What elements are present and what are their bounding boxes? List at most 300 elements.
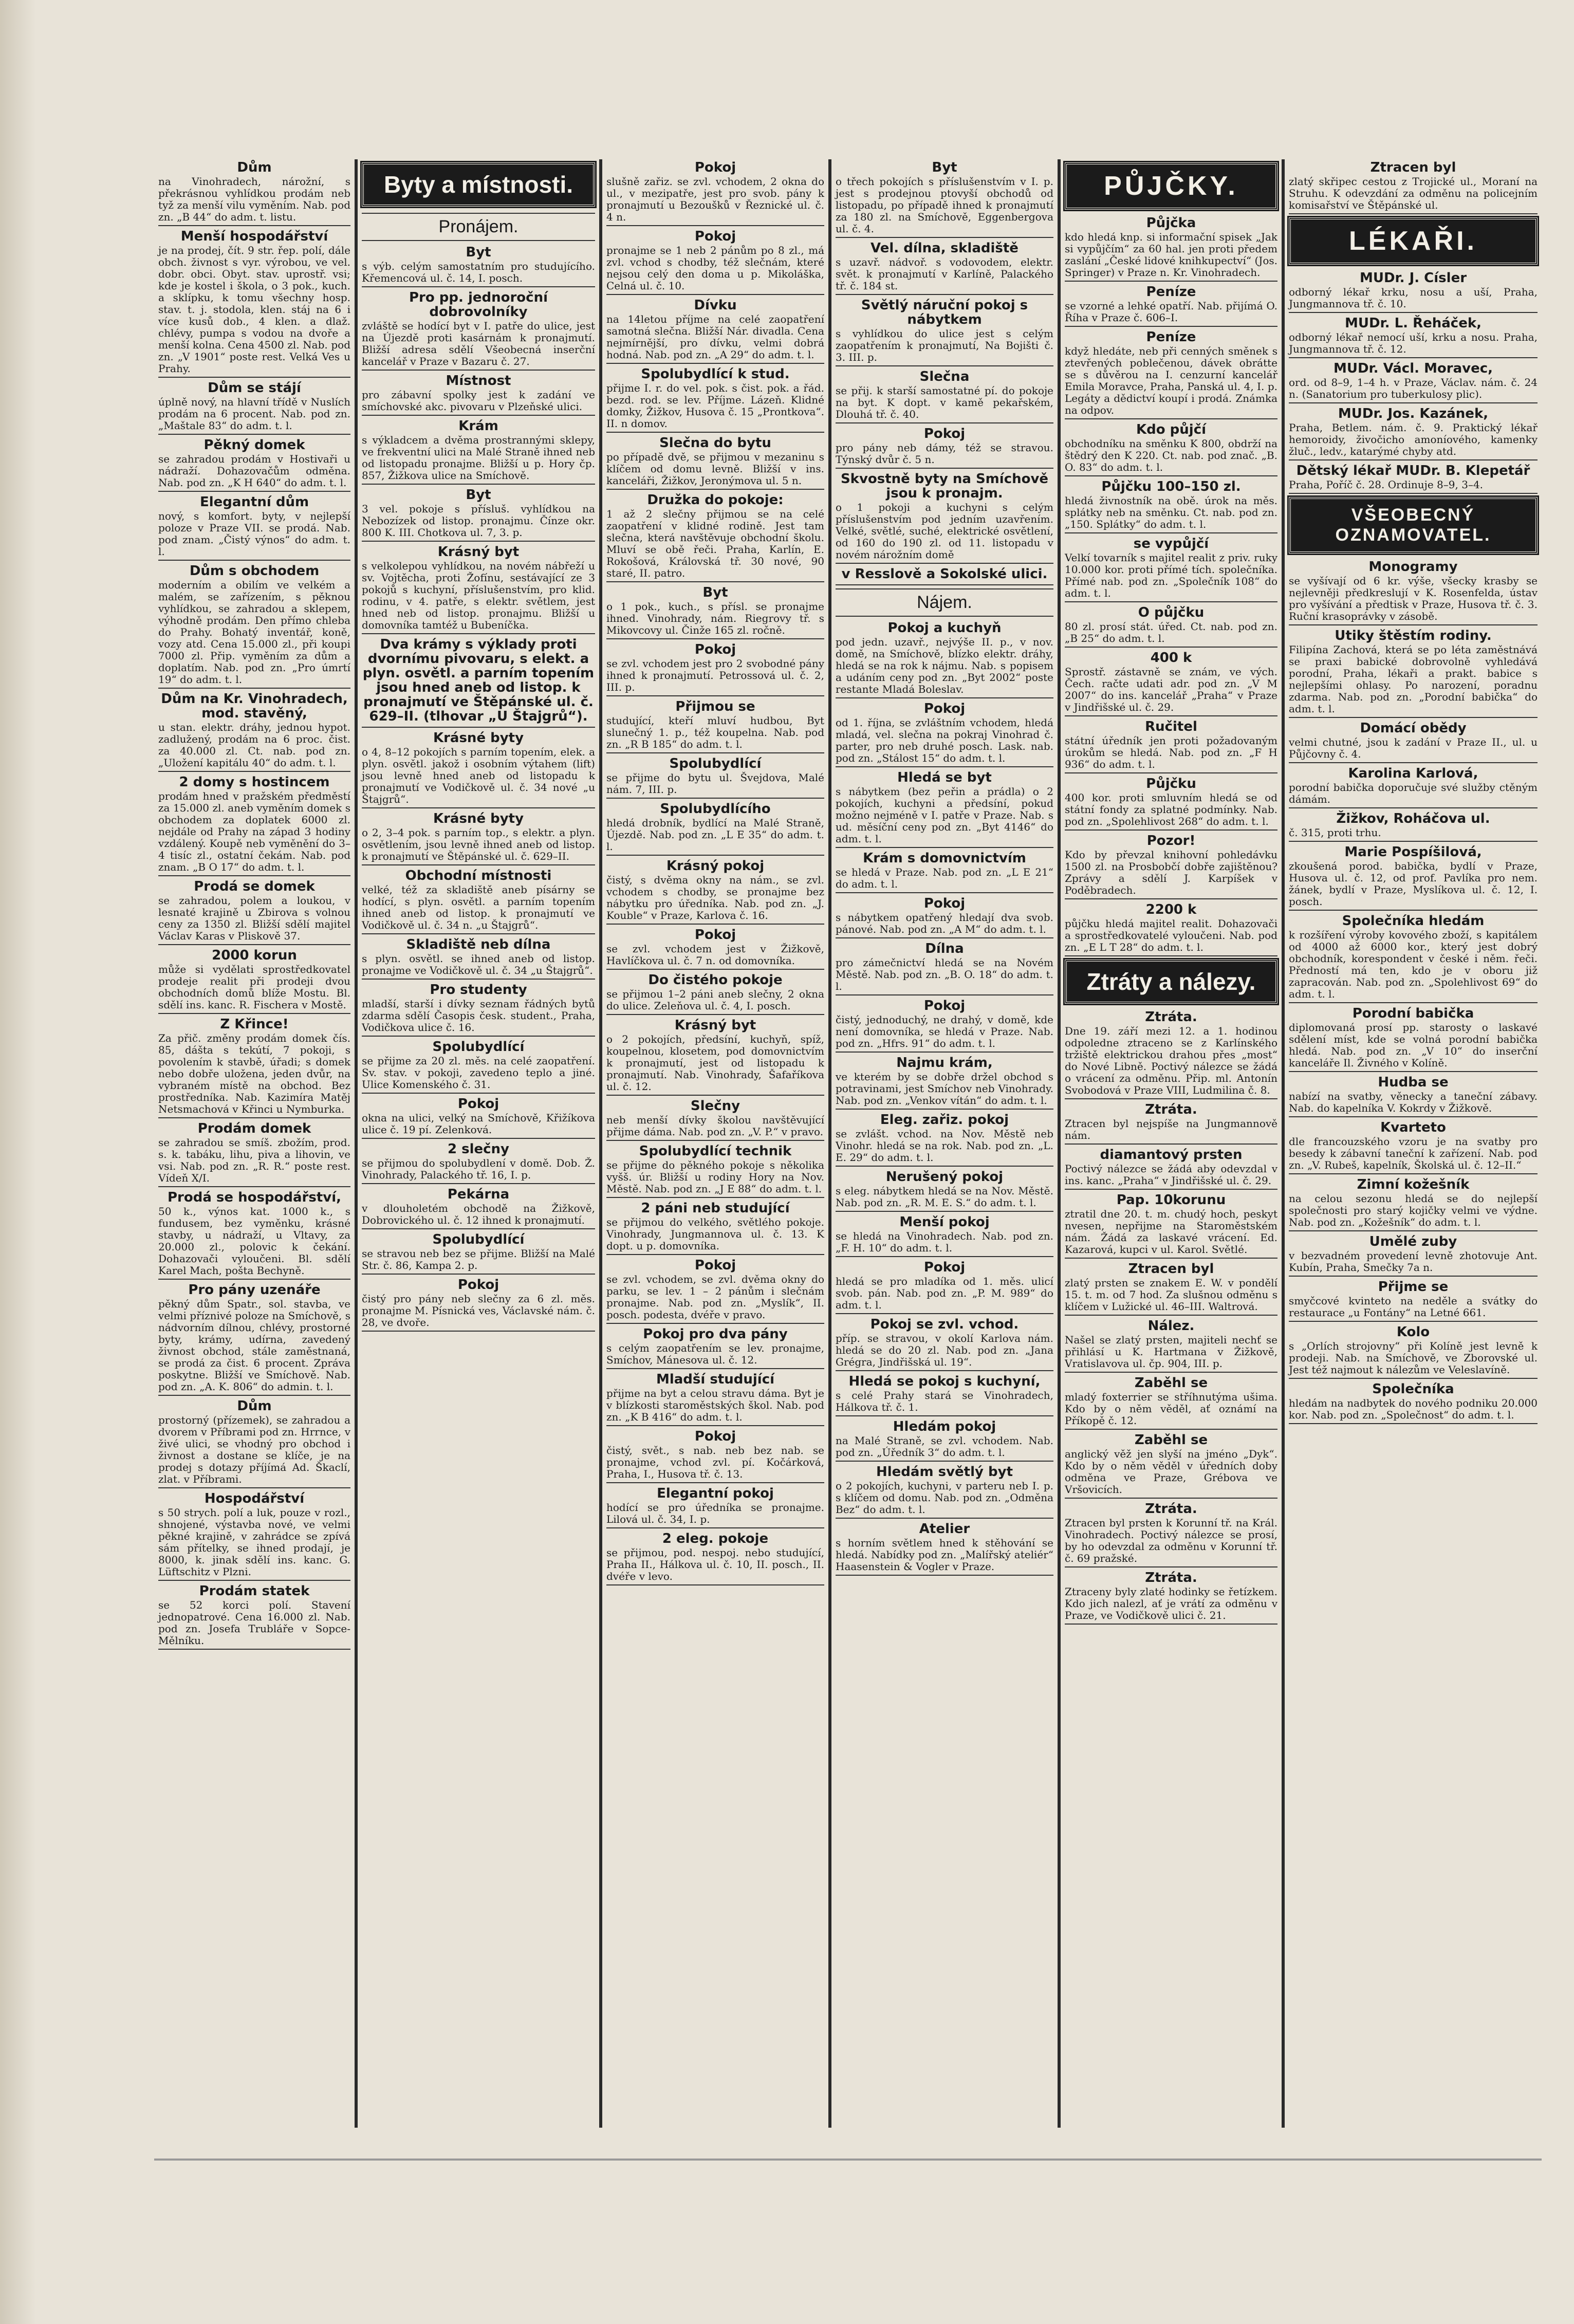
ad-headline: Hledá se byt — [897, 770, 992, 785]
ad-headline: Pokoj pro dva pány — [643, 1326, 788, 1342]
classified-ad — [1065, 1502, 1277, 1567]
ad-headline: Dům — [237, 1398, 272, 1414]
classified-columns — [154, 159, 1542, 2128]
ad-body: zvláště se hodící byt v I. patře do ulice, jest na Újezdě proti kasárnám k pronajmutí. Bližší adresa sdělí Všeobecná inserční kancelář v Praze v Bazaru č. 27. — [362, 320, 595, 367]
classified-ad — [606, 928, 824, 970]
ad-body: se zvlášt. vchod. na Nov. Městě neb Vinohr. hledá se na rok. Nab. pod zn. „L. E. 29“ do adm. t. l. — [836, 1128, 1053, 1164]
ad-headline: Dům — [237, 160, 272, 175]
ad-headline: Pokoj — [923, 896, 966, 911]
ad-body: s eleg. nábytkem hledá se na Nov. Městě. Nab. pod zn. „R. M. E. S.“ do adm. t. l. — [836, 1185, 1053, 1209]
ad-headline: Pokoj — [923, 1260, 966, 1275]
classified-ad — [606, 1144, 824, 1198]
classified-ad — [362, 419, 595, 485]
classified-ad — [836, 1419, 1053, 1462]
ad-headline: Dívku — [694, 298, 737, 313]
ad-body: ord. od 8–9, 1–4 h. v Praze, Václav. nám. č. 24 n. (Sanatorium pro tuberkulosy plic). — [1289, 376, 1538, 400]
ad-body: porodní babička doporučuje své služby ctěným dámám. — [1289, 781, 1538, 805]
ad-body: s nábytkem opatřený hledají dva svob. pánové. Nab. pod zn. „A M“ do adm. t. l. — [836, 911, 1053, 935]
ad-headline: Přijme se — [1378, 1279, 1449, 1295]
classified-ad — [836, 1522, 1053, 1576]
ad-body: 400 kor. proti smluvním hledá se od státní fondy za splatné podmínky. Nab. pod zn. „Spolehlivost 268“ do adm. t. l. — [1065, 791, 1277, 827]
ad-body: prostorný (přízemek), se zahradou a dvorem v Příbrami pod zn. Hrrnce, v živé ulici, se vhodný pro obchod i živnost a dostane se klíče, je na prodej s dotazy příjímá Ad. Škaclí, zlat. v Příbrami. — [158, 1414, 350, 1485]
ad-body: s výkladcem a dvěma prostrannými sklepy, ve frekventní ulici na Malé Straně ihned neb od listopadu pronajme. Bližší u p. Hory čp. 857, Žižkova ulice na Smíchově. — [362, 434, 595, 482]
ad-body: Ztraceny byly zlaté hodinky se řetízkem. Kdo jich nalezl, ať je vrátí za odměnu v Praze, ve Vodičkově ulici č. 21. — [1065, 1585, 1277, 1621]
ad-body: se přij. k starší samostatné pí. do pokoje na byt. K dopt. v kamě pekařském, Dlouhá tř. č. 40. — [836, 384, 1053, 420]
ad-headline: Byt — [702, 585, 728, 600]
column-6 — [1285, 159, 1542, 2128]
classified-ad — [836, 298, 1053, 366]
ad-body: se hledá na Vinohradech. Nab. pod zn. „F. H. 10“ do adm. t. l. — [836, 1230, 1053, 1254]
classified-ad — [606, 160, 824, 226]
ad-headline: Hledám pokoj — [893, 1419, 996, 1434]
classified-ad — [362, 1187, 595, 1229]
ad-headline: MUDr. Václ. Moravec, — [1333, 361, 1493, 376]
ad-headline: Spolubydlící — [432, 1039, 525, 1055]
classified-ad — [362, 937, 595, 980]
ad-headline: Porodní babička — [1352, 1006, 1474, 1021]
ad-body: Našel se zlatý prsten, majiteli nechť se přihlásí u K. Hartmana v Žižkově, Vratislavova ul. čp. 904, III. p. — [1065, 1334, 1277, 1370]
ad-body: se přijmou do spolubydlení v domě. Dob. Ž. Vinohrady, Palackého tř. 16, I. p. — [362, 1157, 595, 1181]
ad-headline: Ztráta. — [1145, 1102, 1197, 1117]
ad-headline: Pap. 10korunu — [1116, 1192, 1226, 1208]
ad-headline: Zimní kožešník — [1357, 1177, 1470, 1192]
column-5 — [1061, 159, 1282, 2128]
ad-body: zlatý skřipec cestou z Trojické ul., Moraní na Struhu. K odevzdání za odměnu na policejním komisařství ve Štěpánské ul. — [1289, 175, 1538, 211]
ad-body: Praha, Poříč č. 28. Ordinuje 8–9, 3–4. — [1289, 478, 1484, 491]
ad-body: o 2 pokojích, kuchyni, v parteru neb I. p. s klíčem od domu. Nab. pod zn. „Odměna Bez“ do adm. t. l. — [836, 1480, 1053, 1516]
ad-headline: Domácí obědy — [1360, 721, 1467, 736]
classified-ad — [606, 436, 824, 490]
ad-body: o 2, 3–4 pok. s parním top., s elektr. a plyn. osvětlením, jsou levně ihned aneb od listop. k pronajmutí ve Štěpánské ul. č. 629–II. — [362, 826, 595, 862]
classified-ad — [606, 1372, 824, 1426]
ad-body: když hledáte, neb při cenných směnek s ztevřených poblečenou, dávek obrátte se s důvěrou na I. cenzurní kancelář Emila Moravce, Praha, Panská ul. 4, I. p. Legáty a dědictví koupí i prodá. Známka na odpov. — [1065, 345, 1277, 416]
ad-headline: Krám — [458, 418, 498, 434]
ad-headline: Pěkný domek — [203, 437, 305, 453]
classified-ad — [836, 702, 1053, 767]
classified-ad — [1065, 537, 1277, 602]
ad-headline: Pokoj — [457, 1277, 499, 1293]
page-bottom-rule — [154, 2159, 1542, 2161]
ad-body: čistý, s dvěma okny na nám., se zvl. vchodem s chodby, se pronajme bez nábytku pro úředníka. Nab. pod zn. „J. Kouble“ v Praze, Karlova č. 16. — [606, 874, 824, 921]
ad-body: Dne 19. září mezi 12. a 1. hodinou odpoledne ztraceno se z Karlínského tržiště elektrickou drahou přes „most“ do Nové Libně. Poctivý nálezce se žádá o vrácení za odměnu. Přip. ml. Antonín Svobodová v Praze VIII, Ludmilina č. 8. — [1065, 1025, 1277, 1096]
ad-body: se zahradou prodám v Hostivaři u nádraží. Dohazovačům odměna. Nab. pod zn. „K H 640“ do adm. t. l. — [158, 453, 350, 489]
ad-body: kdo hledá knp. si informační spisek „Jak si vypůjčím“ za 60 hal. jen proti předem zaslání „České lidové knihkupectví“ (Jos. Springer) v Praze n. Kr. Vinohradech. — [1065, 231, 1277, 279]
classified-ad — [1065, 479, 1277, 533]
ad-body: Poctivý nálezce se žádá aby odevzdal v ins. kanc. „Praha“ v Jindřišské ul. č. 29. — [1065, 1163, 1277, 1187]
ad-body: pro zábavní spolky jest k zadání ve smíchovské akc. pivovaru v Plzeňské ulici. — [362, 389, 595, 413]
ad-body: pro pány neb dámy, též se stravou. Týnský dvůr č. 5 n. — [836, 441, 1053, 466]
classified-ad — [1065, 1010, 1277, 1099]
ad-body: půjčku hledá majitel realit. Dohazovači a sprostředkovatelé vyloučeni. Nab. pod zn. „E L T 28“ do adm. t. l. — [1065, 917, 1277, 953]
ad-headline: Slečny — [690, 1098, 740, 1114]
classified-ad — [158, 381, 350, 435]
ad-body: státní úředník jen proti požadovaným úrokům se hledá. Nab. pod zn. „F H 936“ do adm. t. l. — [1065, 734, 1277, 770]
classified-ad — [606, 642, 824, 696]
ad-body: u stan. elektr. dráhy, jednou hypot. zadlužený, prodám na 6 proc. čist. za 40.000 zl. Ct. nab. pod zn. „Uložení kapitálu 40“ do adm. t. l. — [158, 721, 350, 769]
ad-headline: Marie Pospíšilová, — [1344, 844, 1482, 860]
classified-ad — [1289, 361, 1538, 403]
classified-ad — [606, 1429, 824, 1483]
ad-body: se zahradou se smíš. zbožím, prod. s. k. tabáku, lihu, piva a lihovin, ve vsi. Nab. pod zn. „R. R.“ poste rest. Vídeň X/I. — [158, 1136, 350, 1184]
classified-ad — [836, 1113, 1053, 1167]
ad-headline: Elegantní dům — [199, 494, 309, 510]
ad-body: Za přič. změny prodám domek čís. 85, dášta s tekútí, 7 pokoji, s povolením k stavbě, úřadi; s domek nebo dobře uložena, jeden dvůr, na vybraném místě na obchod. Bez prostředníka. Nab. Kazimíra Matěj Netsmachová v Křinci u Nymburka. — [158, 1032, 350, 1115]
classified-ad — [362, 245, 595, 287]
ad-body: Velkí tovarník s majitel realit z priv. ruky 10.000 kor. proti přímé tích. společníka. Přímé nab. pod zn. „Společník 108“ do adm. t. l. — [1065, 551, 1277, 599]
classified-ad — [606, 585, 824, 639]
classified-ad — [836, 1215, 1053, 1257]
section-banner-general-notices: VŠEOBECNÝ OZNAMOVATEL. — [1289, 497, 1538, 554]
ad-body: neb menší dívky školou navštěvující přijme dáma. Nab. pod zn. „V. P.“ v pravo. — [606, 1114, 824, 1138]
ad-headline: diamantový prsten — [1100, 1147, 1243, 1163]
classified-ad — [606, 973, 824, 1015]
ad-body: hledá živnostník na obě. úrok na měs. splátky neb na směnku. Ct. nab. pod zn. „150. Splátky“ do adm. t. l. — [1065, 494, 1277, 530]
ad-body: diplomovaná prosí pp. starosty o laskavé sdělení míst, kde se volná porodní babička hledá. Nab. pod zn. „V 10“ do inserční kanceláře Il. Živného v Kolíně. — [1289, 1021, 1538, 1069]
classified-ad — [1289, 845, 1538, 911]
ad-headline: Pokoj — [694, 229, 736, 244]
ad-headline: Ztracen byl — [1370, 160, 1456, 175]
ad-body: může si vydělati sprostředkovatel prodeje realit při prodeji dvou obchodních domů blíže Mostu. Bl. sdělí ins. kanc. R. Fischera v Mostě. — [158, 963, 350, 1011]
ad-headline: Krám s domovnictvím — [863, 851, 1026, 866]
ad-headline: Umělé zuby — [1369, 1234, 1457, 1249]
ad-headline: Slečna do bytu — [659, 435, 771, 451]
ad-headline: Pro pány uzenáře — [188, 1282, 321, 1298]
ad-body: od 1. října, se zvláštním vchodem, hledá mladá, vel. slečna na pokraj Vinohrad č. parter, pro neb druhé posch. Lask. nab. pod zn. „Stálost 15“ do adm. t. l. — [836, 716, 1053, 764]
ad-headline: Byt — [932, 160, 957, 175]
classified-ad — [1065, 422, 1277, 476]
ad-body: 50 k., výnos kat. 1000 k., s fundusem, bez vyměnku, krásné stavby, u nádraží, u Vltavy, za 20.000 zl., polovic k čekání. Dohazovači vyloučeni. Bl. sdělí Karel Mach, pošta Bechyně. — [158, 1205, 350, 1277]
ad-body: pěkný dům Spatr., sol. stavba, ve velmi příznivé poloze na Smíchově, s nádvorním dílnou, chlévy, prostorné byty, krámy, udírna, zavedený živnost obchod, stále zaměstnaná, se prodá za čist. 6 procent. Zpráva poskytne. Bližší ve Smíchově. Nab. pod zn. „A. K. 806“ do admin. t. l. — [158, 1298, 350, 1393]
ad-body: nabízí na svatby, věnecky a taneční zábavy. Nab. do kapelníka V. Kokrdy v Žižkově. — [1289, 1090, 1538, 1114]
ad-headline: se vypůjčí — [1133, 536, 1209, 551]
ad-headline: Pokoj a kuchyň — [887, 620, 1002, 636]
ad-body: s nábytkem (bez peřin a prádla) o 2 pokojích, kuchyni a předsíní, pokud možno nejméně v I. patře v Praze. Nab. s ud. měsíční ceny pod zn. „Byt 4146“ do adm. t. l. — [836, 785, 1053, 845]
classified-ad — [836, 567, 1053, 585]
classified-ad — [836, 241, 1053, 295]
ad-body: na Vinohradech, nárožní, s překrásnou vyhlídkou prodám neb tyž za menší vilu vyměním. Nab. pod zn. „B 44“ do adm. t. listu. — [158, 175, 350, 223]
ad-body: se přijme za 20 zl. měs. na celé zaopatření. Sv. stav. v pokoji, zavedeno teplo a jiné. Ulice Komenského č. 31. — [362, 1055, 595, 1091]
classified-ad — [836, 999, 1053, 1053]
classified-ad — [606, 1532, 824, 1585]
ad-headline: Pokoj — [694, 1258, 736, 1273]
classified-ad — [362, 811, 595, 865]
classified-ad — [362, 731, 595, 808]
classified-ad — [158, 160, 350, 226]
ad-headline: Menší hospodářství — [180, 229, 328, 244]
ad-body: se vzorné a lehké opatří. Nab. přijímá O. Říha v Praze č. 606–I. — [1065, 300, 1277, 324]
ad-body: v bezvadném provedení levně zhotovuje Ant. Kubín, Praha, Smečky 7a n. — [1289, 1249, 1538, 1274]
ad-body: s plyn. osvětl. se ihned aneb od listop. pronajme ve Vodičkově ul. č. 34 „u Štajgrů“. — [362, 952, 595, 976]
classified-ad — [1065, 1262, 1277, 1316]
ad-body: 3 vel. pokoje s přísluš. vyhlídkou na Nebozízek od listop. pronajmu. Čínze okr. 800 K. III. Chotkova ul. 7, 3. p. — [362, 503, 595, 539]
ad-headline: Eleg. zařiz. pokoj — [880, 1112, 1009, 1128]
ad-body: mladší, starší i dívky seznam řádných bytů zdarma sdělí Časopis česk. student., Praha, Vodičkova ulice č. 16. — [362, 998, 595, 1034]
ad-headline: Ztracen byl — [1128, 1261, 1214, 1277]
ad-body: se stravou neb bez se přijme. Bližší na Malé Str. č. 86, Kampa 2. p. — [362, 1247, 595, 1271]
ad-headline: Peníze — [1146, 329, 1196, 345]
classified-ad — [836, 427, 1053, 469]
ad-headline: Hospodářství — [204, 1491, 305, 1506]
ad-headline: 2200 k — [1145, 902, 1197, 917]
ad-body: okna na ulici, velký na Smíchově, Křižíkova ulice č. 19 pí. Zelenková. — [362, 1112, 595, 1136]
classified-ad — [158, 1491, 350, 1581]
classified-ad — [836, 896, 1053, 938]
ad-headline: Půjčku — [1146, 776, 1196, 791]
classified-ad — [158, 495, 350, 561]
classified-ad — [606, 757, 824, 799]
classified-ad — [362, 637, 595, 728]
ad-headline: Menší pokoj — [899, 1214, 990, 1230]
section-banner-lost-found: Ztráty a nálezy. — [1065, 960, 1277, 1004]
classified-ad — [1289, 560, 1538, 625]
ad-body: prodám hned v pražském předměstí za 15.000 zl. aneb vyměním domek s obchodem za doplatek 6000 zl. nejdále od Prahy na západ 3 hodiny vzdálený. Koupě neb vyměnění do 3–4 tisíc zl., ostatní čekám. Nab. pod znam. „B O 17“ do adm. t. l. — [158, 790, 350, 873]
ad-body: 1 až 2 slečny přijmou se na celé zaopatření v klidné rodině. Jest tam slečna, která navštěvuje obchodní školu. Mluví se obě řeči. Praha, Karlín, E. Rokošová, Královská tř. 30 nové, 90 staré, II. patro. — [606, 508, 824, 579]
ad-body: ve kterém by se dobře držel obchod s potravinami, jest Smíchov neb Vinohrady. Nab. pod zn. „Venkov vítán“ do adm. t. l. — [836, 1071, 1053, 1106]
ad-headline: Pozor! — [1146, 833, 1196, 849]
ad-body: se přijmou 1–2 páni aneb slečny, 2 okna do ulice. Zeleňova ul. č. 4, I. posch. — [606, 988, 824, 1012]
classified-ad — [1289, 1120, 1538, 1174]
ad-body: o 4, 8–12 pokojích s parním topením, elek. a plyn. osvětl. jakož i osobním výtahem (lift) jsou levně hned aneb od listopadu k pronajmutí ve Vodičkově ul. č. 34 nové „u Štajgrů“. — [362, 746, 595, 805]
ad-headline: Pokoj se zvl. vchod. — [870, 1317, 1019, 1332]
ad-headline: Ručitel — [1145, 719, 1197, 734]
classified-ad — [836, 472, 1053, 564]
classified-ad — [1065, 651, 1277, 716]
classified-ad — [158, 438, 350, 492]
ad-body: se přijmou do velkého, světlého pokoje. Vinohrady, Jungmannova ul. č. 13. K dopt. u p. domovníka. — [606, 1216, 824, 1252]
classified-ad — [606, 229, 824, 295]
ad-headline: Do čistého pokoje — [648, 972, 783, 988]
ad-body: se hledá v Praze. Nab. pod zn. „L E 21“ do adm. t. l. — [836, 866, 1053, 890]
ad-body: s velkolepou vyhlídkou, na novém nábřeží u sv. Vojtěcha, proti Žofínu, sestávající ze 3 pokojů s kuchyní, příslušenstvím, pro klid. rodinu, v 4. patře, s elektr. světlem, jest hned neb od listop. pronajmu. Bližší u domovníka tamtéž u Bubeníčka. — [362, 560, 595, 631]
classified-ad — [158, 692, 350, 772]
classified-ad — [1289, 1006, 1538, 1072]
classified-ad — [1065, 1148, 1277, 1190]
classified-ad — [1289, 1325, 1538, 1379]
ad-headline: Elegantní pokoj — [657, 1486, 774, 1501]
ad-headline: Spolubydlící k stud. — [641, 366, 790, 382]
ad-body: anglický věž jen slyší na jméno „Dyk“. Kdo by o něm věděl v úředních doby odměna ve Praze, Grébova ve Vršovicích. — [1065, 1448, 1277, 1496]
ad-headline: Společníka hledám — [1342, 913, 1485, 929]
ad-headline: Monogramy — [1368, 559, 1458, 575]
classified-ad — [606, 1201, 824, 1255]
ad-headline: Půjčku 100–150 zl. — [1101, 479, 1241, 494]
ad-headline: v Resslově a Sokolské ulici. — [841, 566, 1048, 582]
ad-body: velmi chutné, jsou k zadání v Praze II., ul. u Půjčovny č. 4. — [1289, 736, 1538, 760]
classified-ad — [158, 1121, 350, 1187]
classified-ad — [158, 775, 350, 876]
classified-ad — [1065, 285, 1277, 327]
ad-headline: Pokoj — [694, 1429, 736, 1444]
classified-ad — [362, 1278, 595, 1332]
ad-body: pro zámečnictví hledá se na Novém Městě. Nab. pod zn. „B. O. 18“ do adm. t. l. — [836, 956, 1053, 992]
ad-headline: Světlý náruční pokoj s nábytkem — [861, 298, 1028, 327]
ad-body: Praha, Betlem. nám. č. 9. Praktický lékař hemoroidy, živočicho amoníového, kamenky žluč., ledv., katarýmé chyby atd. — [1289, 421, 1538, 457]
classified-ad — [1065, 1319, 1277, 1373]
column-1 — [154, 159, 355, 2128]
classified-ad — [836, 1260, 1053, 1314]
ad-headline: O půjčku — [1138, 605, 1205, 620]
ad-headline: Pokoj — [694, 927, 736, 943]
ad-headline: Přijmou se — [675, 699, 755, 714]
ad-body: na Malé Straně, se zvl. vchodem. Nab. pod zn. „Úředník 3“ do adm. t. l. — [836, 1434, 1053, 1459]
ad-body: přijme na byt a celou stravu dáma. Byt je v blízkosti staroměstských škol. Nab. pod zn. „K B 416“ do adm. t. l. — [606, 1387, 824, 1423]
ad-headline: Pokoj — [923, 426, 966, 441]
classified-ad — [1289, 1234, 1538, 1277]
ad-body: nový, s komfort. byty, v nejlepší poloze v Praze VII. se prodá. Nab. pod znam. „Čistý výnos“ do adm. t. l. — [158, 510, 350, 558]
ad-headline: Dětský lékař MUDr. B. Klepetář — [1296, 463, 1530, 478]
ad-headline: Družka do pokoje: — [647, 492, 784, 508]
ad-headline: 2 domy s hostincem — [179, 774, 330, 790]
classified-ad — [1065, 777, 1277, 831]
ad-headline: Spolubydlící — [669, 756, 762, 771]
ad-body: Sprostř. zástavně se znám, ve vých. Čech. račte udati adr. pod zn. „V M 2007“ do ins. kancelář „Praha“ v Praze v Jindřišské ul. č. 29. — [1065, 666, 1277, 713]
ad-body: Kdo by převzal knihovní pohledávku 1500 zl. na Prosbobčí dobře zajištěnou? Zprávy a sdělí J. Karpíšek v Poděbradech. — [1065, 849, 1277, 896]
classified-ad — [836, 1465, 1053, 1519]
ad-headline: Krásný byt — [674, 1018, 756, 1033]
section-banner-housing: Byty a místnosti. — [362, 162, 595, 207]
classified-ad — [1289, 721, 1538, 763]
ad-body: o 1 pokoji a kuchyni s celým příslušenstvím pod jedním uzavřením. Velké, světlé, suché, elektrické osvětlení, od 160 do 190 zl. od 11. listopadu v novém nárožním domě — [836, 501, 1053, 561]
ad-headline: Krásné byty — [433, 811, 524, 826]
classified-ad — [1065, 216, 1277, 282]
ad-body: v dlouholetém obchodě na Žižkově, Dobrovického ul. č. 12 ihned k pronajmutí. — [362, 1202, 595, 1226]
ad-body: se přijme do pěkného pokoje s několika vyšš. úr. Bližší u rodiny Hory na Nov. Městě. Nab. pod zn. „J E 88“ do adm. t. l. — [606, 1159, 824, 1195]
ad-body: s vyhlídkou do ulice jest s celým zaopatřením k pronajmutí, Na Bojišti č. 3. III. p. — [836, 327, 1053, 363]
ad-headline: Kvarteto — [1380, 1120, 1446, 1135]
classified-ad — [606, 699, 824, 753]
ad-headline: Hledá se pokoj s kuchyní, — [848, 1374, 1041, 1389]
classified-ad — [1065, 902, 1277, 956]
ad-body: studující, kteří mluví hudbou, Byt slunečný 1. p., též koupelna. Nab. pod zn. „R B 185“ do adm. t. l. — [606, 714, 824, 750]
ad-body: po případě dvě, se přijmou v mezaninu s klíčem od domu levně. Bližší v ins. kanceláři, Žižkov, Jeronýmova ul. 5 n. — [606, 451, 824, 487]
classified-ad — [362, 869, 595, 934]
ad-headline: Kolo — [1396, 1324, 1430, 1340]
classified-ad — [606, 1258, 824, 1324]
ad-headline: Skladiště neb dílna — [406, 937, 551, 952]
ad-body: s horním světlem hned k stěhování se hledá. Nabídky pod zn. „Malířský ateliér“ Haasenstein & Vogler v Praze. — [836, 1537, 1053, 1573]
ad-headline: MUDr. J. Císler — [1359, 270, 1467, 286]
ad-body: s celé Prahy stará se Vinohradech, Hálkova tř. č. 1. — [836, 1389, 1053, 1413]
ad-headline: Hudba se — [1378, 1075, 1449, 1090]
ad-headline: Spolubydlící technik — [639, 1143, 792, 1159]
ad-headline: Spolubydlícího — [660, 801, 771, 817]
ad-headline: Zaběhl se — [1134, 1375, 1208, 1391]
ad-body: s celým zaopatřením se lev. pronajme, Smíchov, Mánesova ul. č. 12. — [606, 1342, 824, 1366]
ad-body: hledám na nadbytek do nového podniku 20.000 kor. Nab. pod zn. „Společnost“ do adm. t. l. — [1289, 1397, 1538, 1421]
classified-ad — [1065, 834, 1277, 899]
classified-ad — [606, 1486, 824, 1528]
ad-body: příp. se stravou, v okolí Karlova nám. hledá se do 20 zl. Nab. pod zn. „Jana Grégra, Jindřišská ul. 19“. — [836, 1332, 1053, 1368]
ad-headline: Z Křince! — [220, 1017, 289, 1032]
ad-body: s „Orlích strojovny“ při Kolíně jest levně k prodeji. Nab. na Smíchově, ve Zborovské ul. Jest též najmout k nálezům ve Veleslavíně. — [1289, 1340, 1538, 1376]
ad-body: moderním a obilím ve velkém a malém, se zařízením, s pěknou vyhlídkou, se zahradou a sklepem, výhodně prodám. Den přímo chleba do Prahy. Bohatý inventář, koně, vozy atd. Cena 15.000 zl., při koupi 7000 zl. Přip. vyměním za dům a doplatím. Nab. pod zn. „Pro úmrtí 19“ do adm. t. l. — [158, 579, 350, 686]
ad-headline: Dům na Kr. Vinohradech, mod. stavěný, — [161, 691, 348, 721]
ad-headline: Mladší studující — [656, 1372, 775, 1387]
ad-headline: Slečna — [919, 369, 970, 384]
ad-body: čistý, svět., s nab. neb bez nab. se pronajme, vchod zvl. pí. Kočárková, Praha, I., Husova tř. č. 13. — [606, 1444, 824, 1480]
classified-ad — [606, 1099, 824, 1141]
classified-ad — [158, 1283, 350, 1396]
ad-body: o 1 pok., kuch., s přísl. se pronajme ihned. Vinohrady, nám. Riegrovy tř. s Mikovcovy ul. Činže 165 zl. ročně. — [606, 600, 824, 636]
ad-body: hledá drobník, bydlící na Malé Straně, Újezdě. Nab. pod zn. „L E 35“ do adm. t. l. — [606, 817, 824, 853]
ad-body: se zvl. vchodem jest pro 2 svobodné pány ihned k pronajmutí. Petrossová ul. č. 2, III. p. — [606, 657, 824, 693]
classified-ad — [836, 1317, 1053, 1371]
ad-headline: Karolina Karlová, — [1348, 766, 1478, 781]
ad-body: se zvl. vchodem, se zvl. dvěma okny do parku, se lev. 1 – 2 pánům i slečnám pronajme. Nab. pod zn. „Myslík“, II. posch. podesta, dvéře v pravo. — [606, 1273, 824, 1321]
ad-headline: Krásný byt — [437, 544, 520, 560]
classified-ad — [836, 1374, 1053, 1416]
classified-ad — [836, 1170, 1053, 1212]
classified-ad — [158, 879, 350, 945]
classified-ad — [836, 370, 1053, 423]
page-fold-shadow — [0, 0, 36, 2324]
ad-headline: Byt — [466, 245, 491, 260]
ad-headline: 2 slečny — [447, 1141, 510, 1157]
classified-ad — [362, 1232, 595, 1275]
ad-headline: Atelier — [919, 1521, 970, 1537]
ad-headline: Ztráta. — [1145, 1501, 1197, 1517]
ad-headline: Vel. dílna, skladiště — [871, 241, 1019, 256]
ad-body: na 14letou příjme na celé zaopatření samotná slečna. Bližší Nár. divadla. Cena nejmírnější, pro dívku, velmi dobrá hodná. Nab. pod zn. „A 29“ do adm. t. l. — [606, 313, 824, 361]
ad-headline: Utiky štěstím rodiny. — [1335, 628, 1492, 643]
ad-body: hledá se pro mladíka od 1. měs. ulicí svob. pán. Nab. pod zn. „P. M. 989“ do adm. t. l. — [836, 1275, 1053, 1311]
ad-headline: Pokoj — [923, 701, 966, 716]
ad-body: Ztracen byl prsten k Korunní tř. na Král. Vinohradech. Poctivý nálezce se prosí, by ho odevzdal za odměnu v Korunní tř. č. 69 pražské. — [1065, 1517, 1277, 1564]
classified-ad — [362, 1142, 595, 1184]
classified-ad — [1065, 330, 1277, 419]
classified-ad — [1289, 1280, 1538, 1322]
ad-body: Filipína Zachová, která se po léta zaměstnává se praxi babické dobrovolně vyhledává porodní, Praha, lékaři a prakt. babice s nejlepšími ohlasy. Po narození, poradnu zdarma. Nab. pod zn. „Porodní babička“ do adm. t. l. — [1289, 643, 1538, 715]
ad-headline: Ztráta. — [1145, 1009, 1197, 1025]
classified-ad — [1289, 766, 1538, 808]
ad-body: smyčcové kvinteto na neděle a svátky do restaurace „u Fontány“ na Letné 661. — [1289, 1295, 1538, 1319]
ad-body: se zvl. vchodem jest v Žižkově, Havlíčkova ul. č. 7 n. od domovníka. — [606, 943, 824, 967]
ad-body: odborný lékař krku, nosu a uší, Praha, Jungmannova tř. č. 10. — [1289, 286, 1538, 310]
ad-body: k rozšíření výroby kovového zboží, s kapitálem od 4000 až 6000 kor., který jest dobrý obchodník, korespondent v české i něm. řeči. Předností má ten, kdo je v oboru již zapracován. Nab. pod zn. „Spolehlivost 69“ do adm. t. l. — [1289, 929, 1538, 1000]
classified-ad — [1289, 1382, 1538, 1424]
section-banner-doctors: LÉKAŘI. — [1289, 217, 1538, 265]
classified-ad — [158, 948, 350, 1014]
ad-headline: Peníze — [1146, 284, 1196, 300]
ad-headline: Byt — [466, 487, 491, 503]
ad-headline: MUDr. Jos. Kazánek, — [1338, 406, 1489, 421]
ad-body: čistý, jednoduchý, ne drahý, v domě, kde není domovníka, se hledá v Praze. Nab. pod zn. „Hfrs. 91“ do adm. t. l. — [836, 1013, 1053, 1049]
ad-body: zkoušená porod. babička, bydlí v Praze, Husova ul. č. 12, od prof. Pavlíka pro nem. žánek, bydlí v Praze, Myslíkova ul. č. 12, I. posch. — [1289, 860, 1538, 908]
ad-headline: Dům se stájí — [208, 380, 301, 396]
ad-body: s výb. celým samostatním pro studujícího. Křemencová ul. č. 14, I. posch. — [362, 260, 595, 284]
ad-body: zlatý prsten se znakem E. W. v pondělí 15. t. m. od 7 hod. Za slušnou odměnu s klíčem v Lužické ul. 46–III. Waltrová. — [1065, 1277, 1277, 1313]
column-3 — [602, 159, 828, 2128]
classified-ad — [362, 488, 595, 542]
ad-headline: Spolubydlící — [432, 1232, 525, 1247]
classified-ad — [606, 1327, 824, 1369]
classified-ad — [1289, 160, 1538, 214]
classified-ad — [1289, 407, 1538, 460]
ad-headline: 2000 korun — [212, 948, 297, 963]
ad-headline: Žižkov, Roháčova ul. — [1336, 811, 1490, 826]
ad-body: úplně nový, na hlavní třídě v Nuslích prodám na 6 procent. Nab. pod zn. „Maštale 83“ do adm. t. l. — [158, 396, 350, 432]
classified-ad — [606, 298, 824, 364]
ad-headline: 2 páni neb studující — [641, 1201, 790, 1216]
classified-ad — [362, 290, 595, 371]
classified-ad — [836, 621, 1053, 698]
ad-body: je na prodej, čít. 9 str. řep. polí, dále obch. živnost s vyr. výrobou, ve vel. dobr. obci. Obyt. stav. uprostř. vsi; kde je kostel i škola, o 3 pok., kuch. a sklípku, k tomu všechny hosp. stav. t. j. stodola, klen. stáj na 6 i více kusů dob., 4 klen. a dlaž. chlévy, pumpa s vodou na dvoře a menší kolna. Cena 4500 zl. Nab. pod zn. „V 1901“ poste rest. Velká Ves u Prahy. — [158, 244, 350, 375]
ad-headline: Společníka — [1372, 1381, 1454, 1397]
ad-body: 80 zl. prosí stát. úřed. Ct. nab. pod zn. „B 25“ do adm. t. l. — [1065, 620, 1277, 644]
ad-headline: Prodám statek — [199, 1583, 310, 1599]
ad-headline: 400 k — [1150, 650, 1192, 666]
ad-body: přijme I. r. do vel. pok. s čist. pok. a řád. bezd. rod. se lev. Příjme. Lázeň. Klidné domky, Žižkov, Husova č. 15 „Prontkova“. II. n domov. — [606, 382, 824, 430]
